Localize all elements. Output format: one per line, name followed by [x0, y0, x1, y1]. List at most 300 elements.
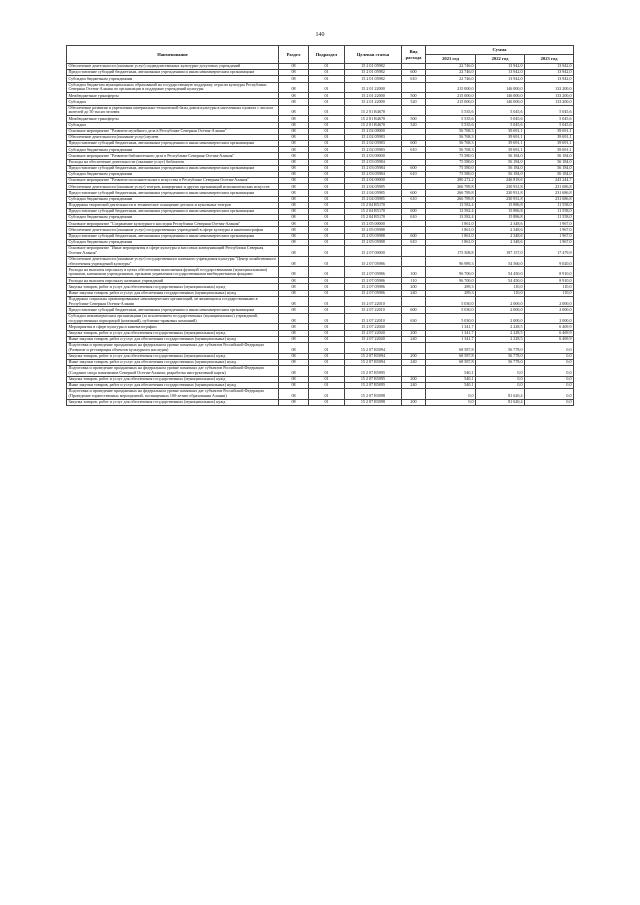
cell-2022: 39 691,1 — [476, 134, 525, 140]
cell-2021: 289,3 — [426, 284, 476, 290]
cell-2021: 215 000,0 — [426, 99, 476, 105]
cell-2022: 246 818,6 — [476, 178, 525, 184]
cell-2023: 0,0 — [525, 353, 574, 359]
cell-2021: 22 746,0 — [426, 64, 476, 70]
cell-2023: 13 942,0 — [525, 76, 574, 82]
table-row — [67, 245, 574, 256]
cell-2022: 2 348,6 — [476, 227, 525, 233]
cell-expense-type: 600 — [402, 307, 426, 313]
cell-expense-type: 240 — [402, 359, 426, 365]
header-name: Наименование — [67, 46, 279, 64]
cell-2023: 8 910,0 — [525, 278, 574, 284]
cell-2021: 5 030,0 — [426, 307, 476, 313]
cell-section: 08 — [279, 76, 309, 82]
cell-section: 08 — [279, 116, 309, 122]
table-row — [67, 313, 574, 324]
cell-2023: 17 479,9 — [525, 245, 574, 256]
cell-2021: 289,3 — [426, 290, 476, 296]
cell-2022: 54 450,0 — [476, 267, 525, 278]
cell-expense-type: 600 — [402, 141, 426, 147]
cell-subsection: 01 — [309, 159, 345, 165]
cell-2021: 5 030,0 — [426, 313, 476, 324]
cell-target: 15 2 07 R5095 — [345, 382, 402, 388]
cell-2023: 11 558,0 — [525, 202, 574, 208]
cell-name: Мероприятия в сфере культуры и кинематографии — [67, 324, 279, 330]
cell-2022: 2 228,5 — [476, 330, 525, 336]
cell-expense-type: 630 — [402, 313, 426, 324]
cell-name: Расходы на обеспечение деятельности (оказание услуг) библиотек — [67, 159, 279, 165]
cell-subsection: 01 — [309, 221, 345, 227]
cell-expense-type: 610 — [402, 76, 426, 82]
cell-2023: 2 000,0 — [525, 313, 574, 324]
cell-section: 08 — [279, 190, 309, 196]
cell-2023: 0,0 — [525, 376, 574, 382]
cell-subsection: 01 — [309, 239, 345, 245]
cell-2023: 2 000,0 — [525, 307, 574, 313]
cell-2023: 2 000,0 — [525, 296, 574, 307]
cell-section: 08 — [279, 267, 309, 278]
cell-section: 08 — [279, 336, 309, 342]
cell-target: 15 2 04 05985 — [345, 184, 402, 190]
cell-2023: 110,0 — [525, 284, 574, 290]
cell-name: Закупка товаров, работ и услуг для обеспечения государственных (муниципальных) нужд — [67, 284, 279, 290]
cell-expense-type: 600 — [402, 70, 426, 76]
cell-2021: 1 861,0 — [426, 227, 476, 233]
cell-2023: 6 469,9 — [525, 336, 574, 342]
cell-section: 08 — [279, 70, 309, 76]
cell-name: Предоставление субсидий бюджетным, автономным учреждениям и иным некоммерческим организациям — [67, 190, 279, 196]
cell-name: Предоставление субсидий бюджетным, автономным учреждениям и иным некоммерческим организациям — [67, 70, 279, 76]
cell-2023: 133 200,0 — [525, 99, 574, 105]
cell-subsection: 01 — [309, 290, 345, 296]
cell-2023: 0,0 — [525, 359, 574, 365]
cell-2023: 39 691,1 — [525, 128, 574, 134]
cell-section: 08 — [279, 147, 309, 153]
cell-section: 08 — [279, 342, 309, 353]
cell-name: Основное мероприятие "Сохранение культурного наследия Республики Северная Осетия-Алания" — [67, 221, 279, 227]
cell-section: 08 — [279, 278, 309, 284]
cell-section: 08 — [279, 324, 309, 330]
cell-2021: 280 272,2 — [426, 178, 476, 184]
cell-expense-type: 610 — [402, 215, 426, 221]
cell-2021: 22 746,0 — [426, 76, 476, 82]
cell-section: 08 — [279, 359, 309, 365]
cell-target: 15 2 07 22040 — [345, 330, 402, 336]
cell-subsection: 01 — [309, 171, 345, 177]
cell-2022: 230 931,8 — [476, 184, 525, 190]
cell-name: Подготовка и проведение праздничных на федеральном уровне памятных дат субъектов Российской Федерации (Развитие и реставрация объектов культурного наследия) — [67, 342, 279, 353]
cell-expense-type: 520 — [402, 99, 426, 105]
cell-target: 15 2 04 R5170 — [345, 202, 402, 208]
cell-expense-type — [402, 245, 426, 256]
cell-expense-type: 610 — [402, 147, 426, 153]
cell-target: 15 2 01 R4670 — [345, 116, 402, 122]
cell-name: Субсидии некоммерческим организациям (за исключением государственных (муниципальных) учреждений, государственных корпораций (компаний), публично-правовых компаний) — [67, 313, 279, 324]
cell-target: 15 2 04 05985 — [345, 196, 402, 202]
cell-2021: 1 341,7 — [426, 324, 476, 330]
cell-subsection: 01 — [309, 307, 345, 313]
cell-section: 08 — [279, 366, 309, 377]
cell-2021: 5 535,6 — [426, 105, 476, 116]
cell-2022: 56 184,0 — [476, 153, 525, 159]
cell-name: Субсидии бюджетным учреждениям — [67, 76, 279, 82]
cell-section: 08 — [279, 153, 309, 159]
cell-expense-type: 500 — [402, 116, 426, 122]
cell-2021: 22 746,0 — [426, 70, 476, 76]
cell-subsection: 01 — [309, 359, 345, 365]
cell-expense-type: 100 — [402, 267, 426, 278]
cell-2021: 215 000,0 — [426, 82, 476, 93]
cell-2021: 0,0 — [426, 389, 476, 400]
cell-name: Предоставление субсидий бюджетным, автономным учреждениям и иным некоммерческим организациям — [67, 233, 279, 239]
cell-2022: 13 942,0 — [476, 76, 525, 82]
cell-section: 08 — [279, 290, 309, 296]
cell-expense-type: 200 — [402, 376, 426, 382]
cell-section: 08 — [279, 159, 309, 165]
cell-2023: 39 691,1 — [525, 134, 574, 140]
cell-target: 15 2 07 22040 — [345, 324, 402, 330]
cell-subsection: 01 — [309, 215, 345, 221]
cell-2022: 110,0 — [476, 284, 525, 290]
cell-target: 15 2 02 05983 — [345, 141, 402, 147]
table-row — [67, 389, 574, 400]
cell-2023: 5 045,6 — [525, 122, 574, 128]
cell-2022: 0,0 — [476, 376, 525, 382]
header-subsection: Подраздел — [309, 46, 345, 64]
cell-2023: 243 244,7 — [525, 178, 574, 184]
cell-2021: 1 861,0 — [426, 239, 476, 245]
cell-subsection: 01 — [309, 99, 345, 105]
cell-expense-type — [402, 342, 426, 353]
cell-2021: 266 789,8 — [426, 190, 476, 196]
cell-target: 15 2 07 05986 — [345, 284, 402, 290]
cell-subsection: 01 — [309, 233, 345, 239]
cell-2022: 230 931,8 — [476, 190, 525, 196]
cell-subsection: 01 — [309, 147, 345, 153]
cell-subsection: 01 — [309, 153, 345, 159]
cell-2022: 15 886,8 — [476, 215, 525, 221]
header-expense-type: Вид расхода — [402, 46, 426, 64]
cell-subsection: 01 — [309, 389, 345, 400]
cell-name: Субсидии бюджетным учреждениям — [67, 196, 279, 202]
cell-subsection: 01 — [309, 178, 345, 184]
cell-subsection: 01 — [309, 122, 345, 128]
cell-2023: 6 469,9 — [525, 324, 574, 330]
cell-2022: 0,0 — [476, 366, 525, 377]
cell-name: Обеспечение деятельности (оказание услуг) подведомственных культурно-досуговых учреждений — [67, 64, 279, 70]
cell-2022: 81 620,4 — [476, 389, 525, 400]
cell-2023: 0,0 — [525, 342, 574, 353]
cell-section: 08 — [279, 245, 309, 256]
cell-target: 15 2 07 R5098 — [345, 399, 402, 405]
cell-2021: 215 000,0 — [426, 93, 476, 99]
cell-2022: 56 778,0 — [476, 342, 525, 353]
cell-subsection: 01 — [309, 284, 345, 290]
cell-target: 15 2 01 22000 — [345, 99, 402, 105]
cell-2022: 56 778,0 — [476, 353, 525, 359]
page-number: 140 — [315, 32, 325, 38]
cell-name: Иные закупки товаров, работ и услуг для обеспечения государственных (муниципальных) нужд — [67, 359, 279, 365]
cell-section: 08 — [279, 389, 309, 400]
cell-subsection: 01 — [309, 190, 345, 196]
cell-name: Иные закупки товаров, работ и услуг для обеспечения государственных (муниципальных) нужд — [67, 336, 279, 342]
cell-2023: 1 967,0 — [525, 233, 574, 239]
cell-2023: 231 686,8 — [525, 184, 574, 190]
cell-target: 15 2 01 05982 — [345, 64, 402, 70]
cell-2023: 13 942,0 — [525, 70, 574, 76]
cell-target: 15 2 03 05984 — [345, 165, 402, 171]
cell-target: 15 2 07 05986 — [345, 256, 402, 267]
header-2023: 2023 год — [525, 55, 574, 64]
cell-name: Закупка товаров, работ и услуг для обеспечения государственных (муниципальных) нужд — [67, 376, 279, 382]
cell-2023: 8 910,0 — [525, 267, 574, 278]
cell-target: 15 2 04 R5170 — [345, 215, 402, 221]
cell-expense-type: 110 — [402, 278, 426, 284]
cell-subsection: 01 — [309, 202, 345, 208]
cell-name: Субсидии бюджетным учреждениям — [67, 239, 279, 245]
cell-subsection: 01 — [309, 245, 345, 256]
cell-target: 15 2 01 22000 — [345, 93, 402, 99]
cell-name: Обеспечение развития и укрепления материально-технической базы домов культуры в населенных пунктах с числом жителей до 50 тысяч человек — [67, 105, 279, 116]
cell-subsection: 01 — [309, 184, 345, 190]
cell-subsection: 01 — [309, 376, 345, 382]
cell-subsection: 01 — [309, 76, 345, 82]
cell-target: 15 2 05 00000 — [345, 221, 402, 227]
cell-name: Обеспечение деятельности (оказание услуг) государственных учреждений в сфере культуры и кинематографии — [67, 227, 279, 233]
cell-subsection: 01 — [309, 267, 345, 278]
cell-target: 15 2 03 05984 — [345, 171, 402, 177]
cell-target: 15 2 07 05986 — [345, 290, 402, 296]
cell-expense-type — [402, 82, 426, 93]
cell-expense-type: 200 — [402, 284, 426, 290]
cell-subsection: 01 — [309, 116, 345, 122]
cell-2021: 1 861,0 — [426, 221, 476, 227]
cell-2023: 231 686,8 — [525, 196, 574, 202]
cell-2023: 110,0 — [525, 290, 574, 296]
cell-subsection: 01 — [309, 296, 345, 307]
cell-2021: 1 341,7 — [426, 336, 476, 342]
cell-expense-type: 240 — [402, 336, 426, 342]
cell-subsection: 01 — [309, 313, 345, 324]
cell-2023: 13 942,0 — [525, 64, 574, 70]
cell-2022: 13 942,0 — [476, 70, 525, 76]
cell-2023: 5 045,6 — [525, 105, 574, 116]
cell-name: Предоставление субсидий бюджетным, автономным учреждениям и иным некоммерческим организациям — [67, 165, 279, 171]
cell-name: Межбюджетные трансферты — [67, 93, 279, 99]
cell-subsection: 01 — [309, 196, 345, 202]
header-section: Раздел — [279, 46, 309, 64]
cell-target: 15 2 03 05984 — [345, 159, 402, 165]
cell-2021: 96 700,0 — [426, 278, 476, 284]
cell-name: Субсидии — [67, 99, 279, 105]
cell-2022: 2 348,6 — [476, 239, 525, 245]
cell-target: 15 2 02 05983 — [345, 147, 402, 153]
cell-section: 08 — [279, 178, 309, 184]
cell-2023: 6 469,9 — [525, 330, 574, 336]
cell-2023: 1 967,0 — [525, 221, 574, 227]
cell-target: 15 2 05 05988 — [345, 239, 402, 245]
cell-2022: 0,0 — [476, 382, 525, 388]
cell-2021: 96 989,3 — [426, 256, 476, 267]
cell-section: 08 — [279, 256, 309, 267]
cell-section: 08 — [279, 330, 309, 336]
cell-2022: 54 560,0 — [476, 256, 525, 267]
cell-name: Закупка товаров, работ и услуг для обеспечения государственных (муниципальных) нужд — [67, 353, 279, 359]
cell-subsection: 01 — [309, 399, 345, 405]
cell-2023: 0,0 — [525, 399, 574, 405]
cell-expense-type: 600 — [402, 165, 426, 171]
header-sum: Сумма — [426, 46, 574, 55]
cell-subsection: 01 — [309, 342, 345, 353]
cell-section: 08 — [279, 215, 309, 221]
cell-2022: 13 942,0 — [476, 64, 525, 70]
cell-2021: 68 587,8 — [426, 359, 476, 365]
cell-name: Субсидии бюджетным учреждениям — [67, 147, 279, 153]
cell-2022: 39 691,1 — [476, 128, 525, 134]
cell-2022: 5 045,6 — [476, 105, 525, 116]
cell-2021: 13 582,4 — [426, 202, 476, 208]
cell-section: 08 — [279, 196, 309, 202]
cell-2022: 2 000,0 — [476, 313, 525, 324]
cell-expense-type: 200 — [402, 330, 426, 336]
cell-2023: 56 184,0 — [525, 171, 574, 177]
cell-name: Подготовка и проведение праздничных на федеральном уровне памятных дат субъектов Российской Федерации (Создание свода памятников Северной Осетии-Алании, разработка инструктивной карты) — [67, 366, 279, 377]
cell-section: 08 — [279, 82, 309, 93]
cell-subsection: 01 — [309, 82, 345, 93]
cell-2021: 5 535,6 — [426, 122, 476, 128]
cell-section: 08 — [279, 134, 309, 140]
cell-target: 15 2 07 22010 — [345, 296, 402, 307]
cell-name: Субсидии бюджетным учреждениям — [67, 171, 279, 177]
cell-subsection: 01 — [309, 134, 345, 140]
cell-name: Поддержка социально ориентированных некоммерческих организаций, не являющихся государственными в Республике Северная Осетия-Алания — [67, 296, 279, 307]
cell-2022: 2 348,6 — [476, 221, 525, 227]
cell-section: 08 — [279, 99, 309, 105]
cell-expense-type: 200 — [402, 399, 426, 405]
cell-2022: 110,0 — [476, 290, 525, 296]
cell-target: 15 2 03 00000 — [345, 153, 402, 159]
cell-expense-type — [402, 296, 426, 307]
cell-section: 08 — [279, 64, 309, 70]
table-row — [67, 366, 574, 377]
cell-name: Основное мероприятие "Развитие исполнительского искусства в Республике Северная Осетия-Алания" — [67, 178, 279, 184]
cell-target: 15 2 01 R4670 — [345, 122, 402, 128]
cell-2022: 146 000,0 — [476, 93, 525, 99]
cell-2023: 133 200,0 — [525, 93, 574, 99]
cell-subsection: 01 — [309, 141, 345, 147]
cell-name: Иные закупки товаров, работ и услуг для обеспечения государственных (муниципальных) нужд — [67, 290, 279, 296]
cell-subsection: 01 — [309, 256, 345, 267]
cell-subsection: 01 — [309, 128, 345, 134]
cell-subsection: 01 — [309, 105, 345, 116]
cell-2021: 56 768,3 — [426, 128, 476, 134]
cell-2021: 1 861,0 — [426, 233, 476, 239]
cell-name: Субсидии — [67, 122, 279, 128]
cell-name: Обеспечение деятельности (оказание услуг) музеев — [67, 134, 279, 140]
cell-2021: 5 535,6 — [426, 116, 476, 122]
cell-subsection: 01 — [309, 382, 345, 388]
cell-2021: 266 789,8 — [426, 184, 476, 190]
cell-section: 08 — [279, 184, 309, 190]
cell-section: 08 — [279, 165, 309, 171]
cell-2023: 231 686,8 — [525, 190, 574, 196]
cell-section: 08 — [279, 284, 309, 290]
header-2021: 2021 год — [426, 55, 476, 64]
cell-2021: 75 580,0 — [426, 153, 476, 159]
cell-name: Предоставление субсидий бюджетным, автономным учреждениям и иным некоммерческим организациям — [67, 307, 279, 313]
cell-subsection: 01 — [309, 93, 345, 99]
cell-name: Межбюджетные трансферты — [67, 116, 279, 122]
cell-subsection: 01 — [309, 227, 345, 233]
cell-subsection: 01 — [309, 165, 345, 171]
cell-2021: 68 587,8 — [426, 353, 476, 359]
cell-section: 08 — [279, 382, 309, 388]
table-row — [67, 105, 574, 116]
cell-target: 15 2 07 00000 — [345, 245, 402, 256]
cell-expense-type: 610 — [402, 171, 426, 177]
cell-target: 15 2 07 22010 — [345, 313, 402, 324]
cell-2023: 56 184,0 — [525, 153, 574, 159]
cell-expense-type: 610 — [402, 239, 426, 245]
cell-target: 15 2 04 00000 — [345, 178, 402, 184]
cell-target: 15 2 07 05986 — [345, 278, 402, 284]
cell-target: 15 2 07 05986 — [345, 267, 402, 278]
cell-name: Расходы на выплаты персоналу казенных учреждений — [67, 278, 279, 284]
cell-2021: 540,1 — [426, 376, 476, 382]
cell-name: Предоставление субсидий бюджетным, автономным учреждениям и иным некоммерческим организациям — [67, 141, 279, 147]
cell-expense-type: 240 — [402, 290, 426, 296]
cell-section: 08 — [279, 307, 309, 313]
cell-name: Основное мероприятие "Развитие музейного дела в Республике Северная Осетия-Алания" — [67, 128, 279, 134]
cell-2021: 56 768,3 — [426, 147, 476, 153]
cell-name: Субсидии бюджетным учреждениям — [67, 215, 279, 221]
cell-target: 15 2 02 05983 — [345, 134, 402, 140]
cell-subsection: 01 — [309, 366, 345, 377]
cell-name: Основное мероприятие "Развитие библиотечного дела в Республике Северная Осетия-Алания" — [67, 153, 279, 159]
cell-subsection: 01 — [309, 330, 345, 336]
cell-2022: 56 778,0 — [476, 359, 525, 365]
cell-subsection: 01 — [309, 353, 345, 359]
cell-2022: 39 691,1 — [476, 147, 525, 153]
cell-target: 15 2 07 R5094 — [345, 353, 402, 359]
cell-2021: 75 580,0 — [426, 171, 476, 177]
cell-expense-type: 610 — [402, 196, 426, 202]
budget-table — [66, 45, 574, 406]
cell-section: 08 — [279, 227, 309, 233]
cell-2022: 2 348,6 — [476, 233, 525, 239]
table-body — [67, 64, 574, 406]
table-row — [67, 256, 574, 267]
cell-2022: 54 450,0 — [476, 278, 525, 284]
cell-2023: 11 558,0 — [525, 208, 574, 214]
cell-target: 15 2 05 05988 — [345, 227, 402, 233]
cell-name: Подготовка и проведение праздничных на федеральном уровне памятных дат субъектов Российской Федерации (Проведение торжественных мероприятий, посвященных 100-летию образования Алании) — [67, 389, 279, 400]
cell-2023: 56 184,0 — [525, 165, 574, 171]
cell-expense-type: 240 — [402, 382, 426, 388]
cell-2023: 0,0 — [525, 389, 574, 400]
cell-target: 15 2 05 05988 — [345, 233, 402, 239]
cell-target: 15 2 07 22040 — [345, 336, 402, 342]
table-row — [67, 342, 574, 353]
cell-2021: 56 768,3 — [426, 141, 476, 147]
cell-expense-type — [402, 366, 426, 377]
cell-target: 15 2 01 05982 — [345, 76, 402, 82]
cell-target: 15 2 01 22000 — [345, 82, 402, 93]
cell-expense-type — [402, 256, 426, 267]
cell-2022: 2 228,5 — [476, 324, 525, 330]
cell-subsection: 01 — [309, 324, 345, 330]
cell-2023: 0,0 — [525, 366, 574, 377]
